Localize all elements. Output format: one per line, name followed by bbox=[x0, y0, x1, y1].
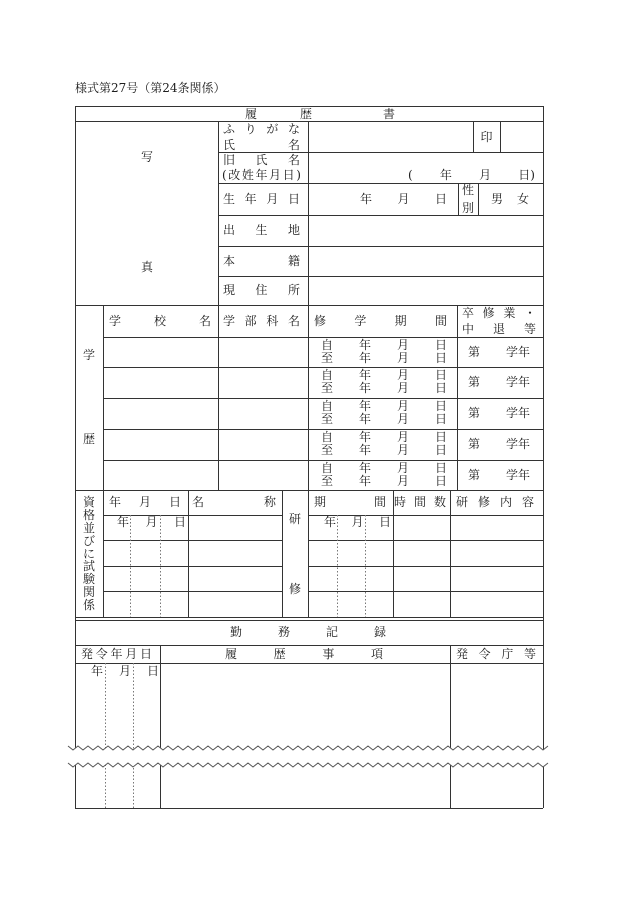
grade-field bbox=[468, 375, 530, 389]
birth-date-field-char: 日 bbox=[434, 192, 447, 206]
name-change-date-label-char: ) bbox=[296, 168, 301, 182]
former-name-label-char: 旧 bbox=[223, 153, 236, 167]
furigana-label bbox=[223, 122, 300, 136]
study-period-from-char: 月 bbox=[396, 399, 409, 413]
study-period-header-char: 学 bbox=[354, 314, 367, 328]
birthplace-label-char: 出 bbox=[223, 223, 236, 237]
birth-date-field-char: 年 bbox=[360, 192, 373, 206]
service-record-title-char: 録 bbox=[373, 625, 386, 639]
qualification-date-units-char: 年 bbox=[117, 515, 130, 529]
training-hours-header-char: 時 bbox=[394, 495, 407, 509]
name-change-date-field-char: 年 bbox=[439, 168, 452, 182]
sex-options-char: 男 bbox=[491, 192, 504, 206]
appointment-date-units-char: 月 bbox=[118, 664, 131, 678]
sex-options-char: 女 bbox=[516, 192, 529, 206]
school-name-header-char: 名 bbox=[198, 314, 211, 328]
faculty-header bbox=[223, 314, 300, 328]
furigana-label-char: が bbox=[266, 122, 279, 136]
education-section-label-char: 歴 bbox=[82, 432, 95, 446]
grade-field bbox=[468, 345, 530, 359]
training-section-label-char: 修 bbox=[288, 582, 301, 596]
seal-label: 印 bbox=[480, 129, 493, 144]
study-period-to bbox=[321, 381, 447, 395]
qualification-date-header-char: 月 bbox=[138, 495, 151, 509]
study-period-to-char: 日 bbox=[434, 443, 447, 457]
issuing-office-header-char: 庁 bbox=[501, 647, 514, 661]
completion-status-header-char: 中 bbox=[462, 322, 475, 336]
training-period-units-char: 日 bbox=[378, 515, 391, 529]
study-period-from bbox=[321, 399, 447, 413]
name-label bbox=[223, 138, 300, 152]
service-record-title-char: 勤 bbox=[230, 625, 243, 639]
issuing-office-header-char: 令 bbox=[478, 647, 491, 661]
qualifications-section-label-char: 試 bbox=[82, 559, 95, 574]
study-period-to bbox=[321, 351, 447, 365]
training-period-header-char: 間 bbox=[373, 495, 386, 509]
grade-field-char: 第 bbox=[468, 375, 481, 389]
education-section-label bbox=[82, 349, 96, 445]
qualification-date-units-char: 日 bbox=[173, 515, 186, 529]
school-name-header-char: 学 bbox=[109, 314, 122, 328]
photo-area-label-char: 真 bbox=[140, 260, 153, 274]
study-period-from-char: 月 bbox=[396, 338, 409, 352]
completion-status-header-char: 修 bbox=[482, 306, 495, 320]
name-change-date-label-char: 日 bbox=[282, 168, 295, 182]
name-change-date-field-char: 日) bbox=[518, 168, 535, 182]
grade-field bbox=[468, 468, 530, 482]
study-period-to-char: 月 bbox=[396, 351, 409, 365]
appointment-date-header bbox=[81, 647, 152, 661]
study-period-to-char: 日 bbox=[434, 351, 447, 365]
study-period-to-char: 至 bbox=[321, 381, 334, 395]
service-record-title-char: 務 bbox=[277, 625, 290, 639]
grade-field-char: 第 bbox=[468, 406, 481, 420]
birthplace-label-char: 生 bbox=[255, 223, 268, 237]
study-period-from-char: 日 bbox=[434, 338, 447, 352]
photo-area-label-char: 写 bbox=[140, 150, 153, 164]
qualification-name-header-char: 称 bbox=[263, 495, 276, 509]
career-details-header-char: 歴 bbox=[273, 647, 286, 661]
study-period-to bbox=[321, 443, 447, 457]
training-content-header-char: 修 bbox=[477, 495, 490, 509]
study-period-from-char: 日 bbox=[434, 461, 447, 475]
former-name-label-char: 名 bbox=[287, 153, 300, 167]
study-period-from bbox=[321, 461, 447, 475]
sex-label-char: 別 bbox=[461, 201, 474, 215]
study-period-to-char: 日 bbox=[434, 412, 447, 426]
study-period-from-char: 自 bbox=[321, 368, 334, 382]
study-period-from-char: 年 bbox=[358, 338, 371, 352]
grade-field-char: 学年 bbox=[505, 437, 530, 451]
qualifications-section-label-char: に bbox=[82, 546, 95, 561]
study-period-to-char: 年 bbox=[358, 474, 371, 488]
issuing-office-header-char: 等 bbox=[523, 647, 536, 661]
qualifications-section-label-char: 資 bbox=[82, 495, 95, 509]
grade-field-char: 学年 bbox=[505, 345, 530, 359]
qualifications-section-label-char: 並 bbox=[82, 520, 95, 535]
grade-field-char: 第 bbox=[468, 345, 481, 359]
study-period-from-char: 自 bbox=[321, 461, 334, 475]
faculty-header-char: 部 bbox=[244, 314, 257, 328]
service-record-title bbox=[230, 625, 386, 639]
birth-date-field-char: 月 bbox=[397, 192, 410, 206]
training-content-header-char: 内 bbox=[499, 495, 512, 509]
grade-field-char: 第 bbox=[468, 468, 481, 482]
form-title-char: 歴 bbox=[299, 106, 313, 121]
faculty-header-char: 学 bbox=[223, 314, 236, 328]
birth-date-label-char: 月 bbox=[266, 192, 279, 206]
training-hours-header bbox=[394, 495, 446, 509]
study-period-from bbox=[321, 368, 447, 382]
study-period-header bbox=[314, 314, 447, 328]
study-period-to-char: 月 bbox=[396, 412, 409, 426]
study-period-from-char: 年 bbox=[358, 430, 371, 444]
qualifications-section-label-char: び bbox=[82, 533, 95, 548]
training-hours-header-char: 数 bbox=[433, 495, 446, 509]
study-period-to-char: 日 bbox=[434, 381, 447, 395]
furigana-label-char: な bbox=[287, 122, 300, 136]
completion-status-header-char: 卒 bbox=[462, 306, 475, 320]
completion-status-header-char: 業 bbox=[503, 306, 516, 320]
name-change-date-label-char: 月 bbox=[269, 168, 282, 182]
sex-label-char: 性 bbox=[461, 183, 474, 197]
birth-date-label-char: 年 bbox=[244, 192, 257, 206]
study-period-to-char: 年 bbox=[358, 381, 371, 395]
study-period-from-char: 日 bbox=[434, 430, 447, 444]
study-period-to-char: 年 bbox=[358, 412, 371, 426]
name-label-char: 氏 bbox=[223, 138, 236, 152]
sex-label bbox=[461, 184, 475, 214]
study-period-from bbox=[321, 338, 447, 352]
appointment-date-header-char: 発 bbox=[81, 647, 94, 661]
education-section-label-char: 学 bbox=[82, 348, 95, 362]
appointment-date-units bbox=[91, 664, 159, 678]
study-period-to-char: 至 bbox=[321, 351, 334, 365]
domicile-label-char: 籍 bbox=[287, 254, 300, 268]
appointment-date-header-char: 年 bbox=[110, 647, 123, 661]
issuing-office-header-char: 発 bbox=[456, 647, 469, 661]
training-period-units bbox=[324, 515, 391, 529]
birth-date-field bbox=[360, 192, 447, 206]
training-period-units-char: 年 bbox=[324, 515, 337, 529]
qualification-date-units bbox=[117, 515, 186, 529]
form-title-char: 履 bbox=[244, 106, 258, 121]
completion-status-header-char: 退 bbox=[492, 322, 505, 336]
qualification-date-header-char: 日 bbox=[168, 495, 181, 509]
form-number: 様式第27号（第24条関係） bbox=[75, 81, 226, 95]
study-period-to bbox=[321, 412, 447, 426]
name-change-date-label-char: ( bbox=[222, 168, 227, 182]
qualification-date-header bbox=[109, 495, 181, 509]
completion-status-header-char: ・ bbox=[523, 306, 536, 320]
furigana-label-char: ふ bbox=[223, 122, 236, 136]
grade-field-char: 学年 bbox=[505, 468, 530, 482]
name-change-date-label-char: 姓 bbox=[241, 168, 254, 182]
study-period-to-char: 月 bbox=[396, 474, 409, 488]
grade-field-char: 学年 bbox=[505, 406, 530, 420]
grade-field bbox=[468, 406, 530, 420]
study-period-to-char: 月 bbox=[396, 381, 409, 395]
grade-field-char: 第 bbox=[468, 437, 481, 451]
domicile-label-char: 本 bbox=[223, 254, 236, 268]
career-details-header-char: 事 bbox=[322, 647, 335, 661]
study-period-from-char: 日 bbox=[434, 399, 447, 413]
completion-status-header bbox=[462, 322, 536, 336]
training-period-units-char: 月 bbox=[351, 515, 364, 529]
sex-options bbox=[491, 192, 529, 206]
birthplace-label-char: 地 bbox=[287, 223, 300, 237]
faculty-header-char: 名 bbox=[287, 314, 300, 328]
grade-field bbox=[468, 437, 530, 451]
study-period-from-char: 月 bbox=[396, 461, 409, 475]
domicile-label bbox=[223, 254, 300, 268]
qualifications-section-label-char: 格 bbox=[82, 507, 95, 522]
study-period-to-char: 年 bbox=[358, 351, 371, 365]
study-period-to-char: 至 bbox=[321, 443, 334, 457]
issuing-office-header bbox=[456, 647, 536, 661]
career-details-header-char: 履 bbox=[225, 647, 238, 661]
address-label-char: 所 bbox=[287, 283, 300, 297]
career-details-header-char: 項 bbox=[370, 647, 383, 661]
qualifications-section-label bbox=[82, 496, 96, 611]
qualification-date-units-char: 月 bbox=[145, 515, 158, 529]
appointment-date-header-char: 日 bbox=[139, 647, 152, 661]
appointment-date-units-char: 日 bbox=[146, 664, 159, 678]
study-period-to-char: 至 bbox=[321, 412, 334, 426]
study-period-from-char: 年 bbox=[358, 461, 371, 475]
study-period-from-char: 自 bbox=[321, 338, 334, 352]
study-period-to-char: 日 bbox=[434, 474, 447, 488]
study-period-to-char: 至 bbox=[321, 474, 334, 488]
qualification-name-header bbox=[192, 495, 276, 509]
study-period-from bbox=[321, 430, 447, 444]
continuation-gap bbox=[68, 746, 548, 767]
qualification-date-header-char: 年 bbox=[109, 495, 122, 509]
study-period-from-char: 年 bbox=[358, 399, 371, 413]
training-section-label-char: 研 bbox=[288, 512, 301, 526]
birth-date-label-char: 日 bbox=[287, 192, 300, 206]
faculty-header-char: 科 bbox=[266, 314, 279, 328]
birth-date-label bbox=[223, 192, 300, 206]
former-name-label-char: 氏 bbox=[255, 153, 268, 167]
name-change-date-label-char: 改 bbox=[228, 168, 241, 182]
school-name-header-char: 校 bbox=[153, 314, 166, 328]
address-label-char: 現 bbox=[223, 283, 236, 297]
study-period-from-char: 自 bbox=[321, 399, 334, 413]
study-period-header-char: 修 bbox=[314, 314, 327, 328]
training-period-header-char: 期 bbox=[314, 495, 327, 509]
name-change-date-label-char: 年 bbox=[255, 168, 268, 182]
training-content-header-char: 容 bbox=[521, 495, 534, 509]
address-label-char: 住 bbox=[255, 283, 268, 297]
training-hours-header-char: 間 bbox=[413, 495, 426, 509]
study-period-to-char: 月 bbox=[396, 443, 409, 457]
grade-field-char: 学年 bbox=[505, 375, 530, 389]
form-title-char: 書 bbox=[382, 106, 396, 121]
qualifications-section-label-char: 係 bbox=[82, 598, 95, 612]
study-period-from-char: 月 bbox=[396, 430, 409, 444]
completion-status-header bbox=[462, 306, 536, 320]
appointment-date-units-char: 年 bbox=[91, 664, 104, 678]
qualifications-section-label-char: 関 bbox=[82, 585, 95, 600]
study-period-header-char: 期 bbox=[394, 314, 407, 328]
name-change-date-label bbox=[222, 168, 301, 182]
study-period-header-char: 間 bbox=[434, 314, 447, 328]
training-period-header bbox=[314, 495, 386, 509]
appointment-date-header-char: 令 bbox=[95, 647, 108, 661]
name-change-date-field-char: 月 bbox=[479, 168, 492, 182]
name-change-date-field bbox=[408, 168, 535, 182]
school-name-header bbox=[109, 314, 211, 328]
training-content-header-char: 研 bbox=[456, 495, 469, 509]
service-record-title-char: 記 bbox=[325, 625, 338, 639]
birthplace-label bbox=[223, 223, 300, 237]
training-content-header bbox=[456, 495, 534, 509]
study-period-from-char: 日 bbox=[434, 368, 447, 382]
training-section-label bbox=[288, 513, 302, 595]
appointment-date-header-char: 月 bbox=[125, 647, 138, 661]
study-period-to bbox=[321, 474, 447, 488]
study-period-to-char: 年 bbox=[358, 443, 371, 457]
qualifications-section-label-char: 験 bbox=[82, 572, 95, 587]
photo-area-label bbox=[140, 151, 154, 273]
former-name-label bbox=[223, 153, 300, 167]
study-period-from-char: 自 bbox=[321, 430, 334, 444]
career-details-header bbox=[225, 647, 383, 661]
study-period-from-char: 月 bbox=[396, 368, 409, 382]
study-period-from-char: 年 bbox=[358, 368, 371, 382]
name-change-date-field-char: ( bbox=[408, 168, 413, 182]
completion-status-header-char: 等 bbox=[523, 322, 536, 336]
name-label-char: 名 bbox=[287, 138, 300, 152]
address-label bbox=[223, 283, 300, 297]
birth-date-label-char: 生 bbox=[223, 192, 236, 206]
qualification-name-header-char: 名 bbox=[192, 495, 205, 509]
furigana-label-char: り bbox=[244, 122, 257, 136]
